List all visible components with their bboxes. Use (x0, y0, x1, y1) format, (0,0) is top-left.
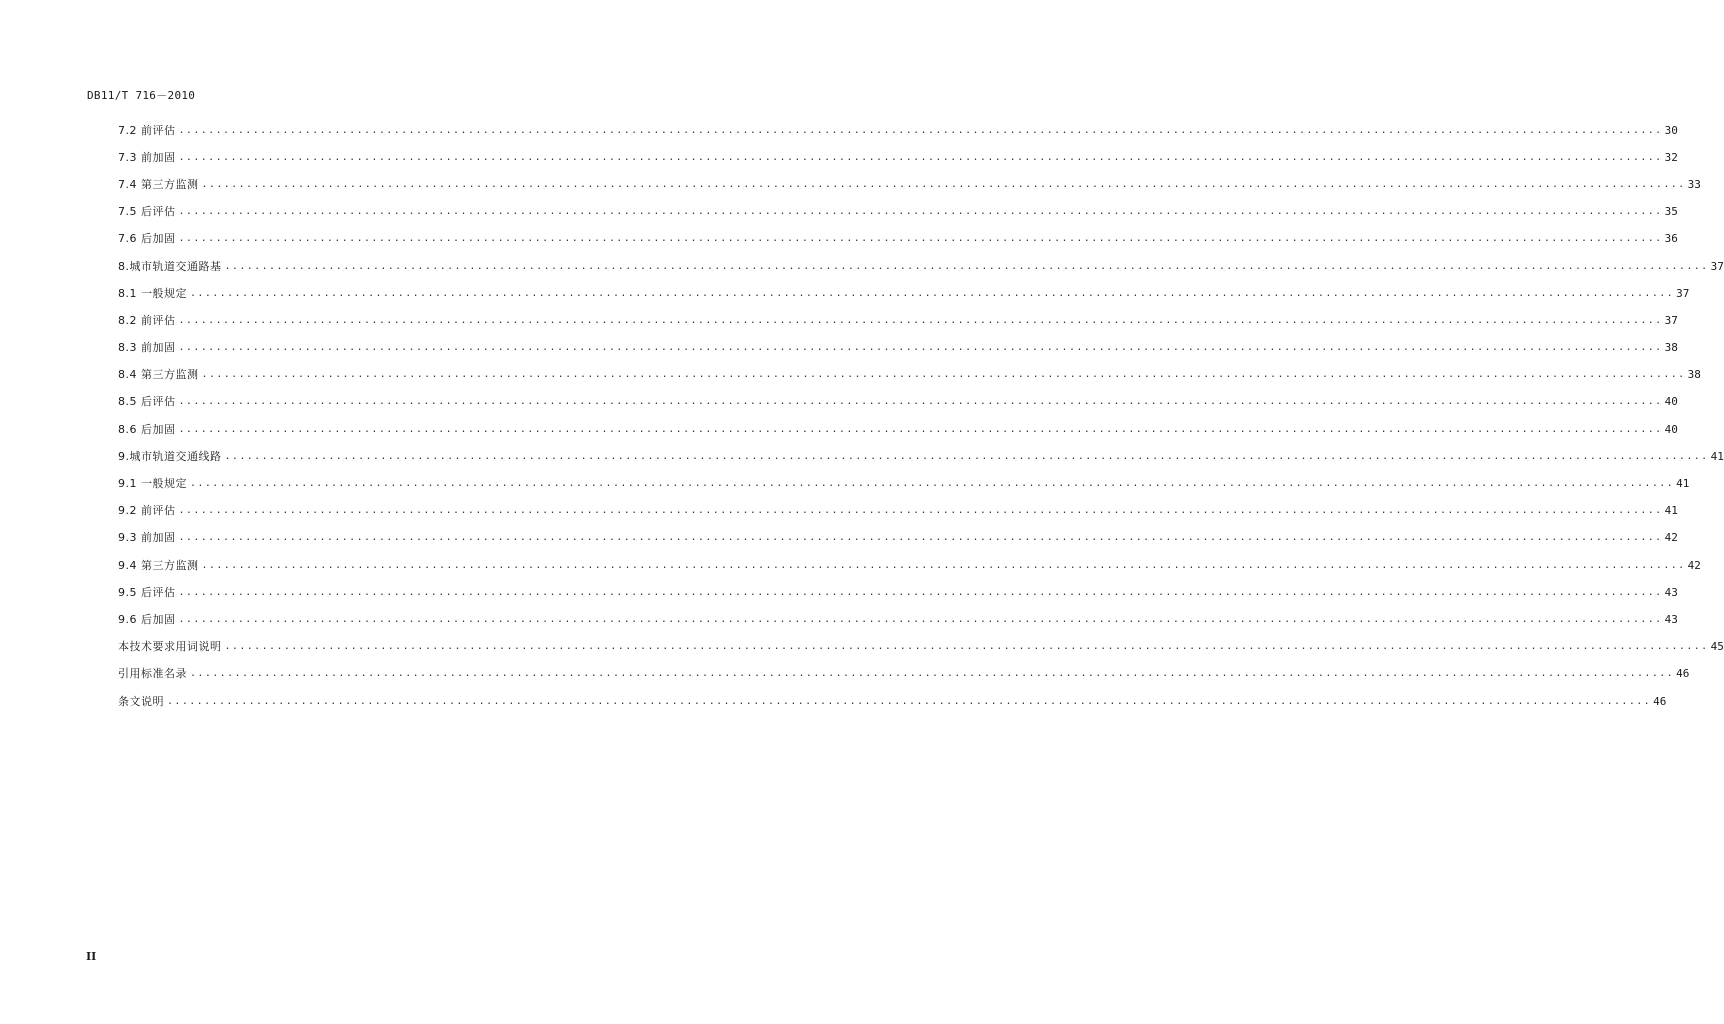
toc-dot-leader: ........................................................................................................................................................................................................ (224, 260, 1709, 272)
toc-entry[interactable] (118, 416, 1678, 443)
toc-entry-title: 9.城市轨道交通线路 (118, 449, 222, 463)
toc-entry-page: 37 (1676, 286, 1690, 300)
toc-dot-leader: ........................................................................................................................................................................................................ (178, 396, 1663, 408)
toc-entry-page: 42 (1687, 558, 1701, 572)
toc-entry-title: 8.5 后评估 (118, 395, 176, 409)
toc-entry[interactable] (118, 661, 1690, 688)
toc-entry[interactable] (118, 525, 1678, 552)
toc-entry[interactable] (118, 226, 1678, 253)
toc-entry[interactable] (118, 498, 1678, 525)
toc-entry[interactable] (118, 470, 1690, 497)
toc-entry[interactable] (118, 171, 1701, 198)
toc-entry-title: 引用标准名录 (118, 667, 187, 681)
toc-dot-leader: ........................................................................................................................................................................................................ (178, 233, 1663, 245)
toc-dot-leader: ........................................................................................................................................................................................................ (201, 559, 1686, 571)
toc-entry-page: 43 (1664, 612, 1678, 626)
toc-dot-leader: ........................................................................................................................................................................................................ (167, 695, 1652, 707)
toc-dot-leader: ........................................................................................................................................................................................................ (178, 586, 1663, 598)
toc-entry-page: 37 (1710, 259, 1724, 273)
toc-entry-title: 8.4 第三方监测 (118, 368, 199, 382)
toc-dot-leader: ........................................................................................................................................................................................................ (201, 369, 1686, 381)
toc-entry-title: 7.6 后加固 (118, 232, 176, 246)
toc-entry-title: 8.2 前评估 (118, 313, 176, 327)
toc-entry-title: 9.6 后加固 (118, 612, 176, 626)
toc-entry-title: 9.4 第三方监测 (118, 558, 199, 572)
toc-entry[interactable] (118, 280, 1690, 307)
toc-entry-page: 36 (1664, 232, 1678, 246)
toc-dot-leader: ........................................................................................................................................................................................................ (178, 532, 1663, 544)
toc-entry-page: 40 (1664, 422, 1678, 436)
toc-entry-title: 9.5 后评估 (118, 585, 176, 599)
toc-entry-page: 46 (1676, 667, 1690, 681)
toc-entry[interactable] (118, 443, 1724, 470)
toc-entry-title: 8.3 前加固 (118, 341, 176, 355)
toc-dot-leader: ........................................................................................................................................................................................................ (178, 613, 1663, 625)
toc-entry-page: 41 (1664, 504, 1678, 518)
toc-entry[interactable] (118, 552, 1701, 579)
toc-entry[interactable] (118, 389, 1678, 416)
toc-entry-page: 45 (1710, 640, 1724, 654)
toc-dot-leader: ........................................................................................................................................................................................................ (224, 641, 1709, 653)
toc-entry-title: 9.3 前加固 (118, 531, 176, 545)
toc-entry-page: 37 (1664, 313, 1678, 327)
toc-entry-title: 7.2 前评估 (118, 123, 176, 137)
toc-dot-leader: ........................................................................................................................................................................................................ (178, 206, 1663, 218)
toc-entry-title: 9.2 前评估 (118, 504, 176, 518)
toc-dot-leader: ........................................................................................................................................................................................................ (178, 124, 1663, 136)
toc-dot-leader: ........................................................................................................................................................................................................ (178, 505, 1663, 517)
page-number: II (86, 950, 97, 963)
toc-dot-leader: ........................................................................................................................................................................................................ (178, 423, 1663, 435)
toc-entry-title: 7.5 后评估 (118, 205, 176, 219)
toc-entry-page: 46 (1653, 694, 1667, 708)
toc-dot-leader: ........................................................................................................................................................................................................ (224, 450, 1709, 462)
toc-entry-title: 9.1 一般规定 (118, 477, 187, 491)
toc-entry[interactable] (118, 335, 1678, 362)
toc-entry-page: 38 (1687, 368, 1701, 382)
toc-entry-page: 40 (1664, 395, 1678, 409)
toc-entry-title: 7.4 第三方监测 (118, 177, 199, 191)
toc-entry[interactable] (118, 144, 1678, 171)
toc-entry-page: 42 (1664, 531, 1678, 545)
toc-entry[interactable] (118, 362, 1701, 389)
toc-entry-title: 8.1 一般规定 (118, 286, 187, 300)
toc-entry-page: 33 (1687, 177, 1701, 191)
toc-entry-page: 41 (1710, 449, 1724, 463)
toc-entry-title: 7.3 前加固 (118, 150, 176, 164)
toc-entry[interactable] (118, 253, 1724, 280)
toc-dot-leader: ........................................................................................................................................................................................................ (190, 668, 1675, 680)
toc-dot-leader: ........................................................................................................................................................................................................ (190, 478, 1675, 490)
toc-entry-page: 38 (1664, 341, 1678, 355)
toc-entry[interactable] (118, 634, 1724, 661)
toc-dot-leader: ........................................................................................................................................................................................................ (190, 287, 1675, 299)
table-of-contents (118, 117, 1724, 715)
toc-dot-leader: ........................................................................................................................................................................................................ (178, 151, 1663, 163)
document-code-header: DB11/T 716－2010 (87, 89, 196, 102)
toc-entry-title: 8.城市轨道交通路基 (118, 259, 222, 273)
toc-entry-page: 41 (1676, 477, 1690, 491)
toc-entry-title: 条文说明 (118, 694, 164, 708)
toc-entry-page: 35 (1664, 205, 1678, 219)
toc-dot-leader: ........................................................................................................................................................................................................ (201, 178, 1686, 190)
toc-entry[interactable] (118, 199, 1678, 226)
toc-entry-page: 30 (1664, 123, 1678, 137)
toc-entry-page: 43 (1664, 585, 1678, 599)
toc-entry[interactable] (118, 606, 1678, 633)
toc-entry[interactable] (118, 579, 1678, 606)
toc-entry-title: 8.6 后加固 (118, 422, 176, 436)
toc-entry-title: 本技术要求用词说明 (118, 640, 222, 654)
toc-entry-page: 32 (1664, 150, 1678, 164)
toc-entry[interactable] (118, 307, 1678, 334)
toc-entry[interactable] (118, 688, 1667, 715)
toc-dot-leader: ........................................................................................................................................................................................................ (178, 314, 1663, 326)
toc-dot-leader: ........................................................................................................................................................................................................ (178, 342, 1663, 354)
toc-entry[interactable] (118, 117, 1678, 144)
